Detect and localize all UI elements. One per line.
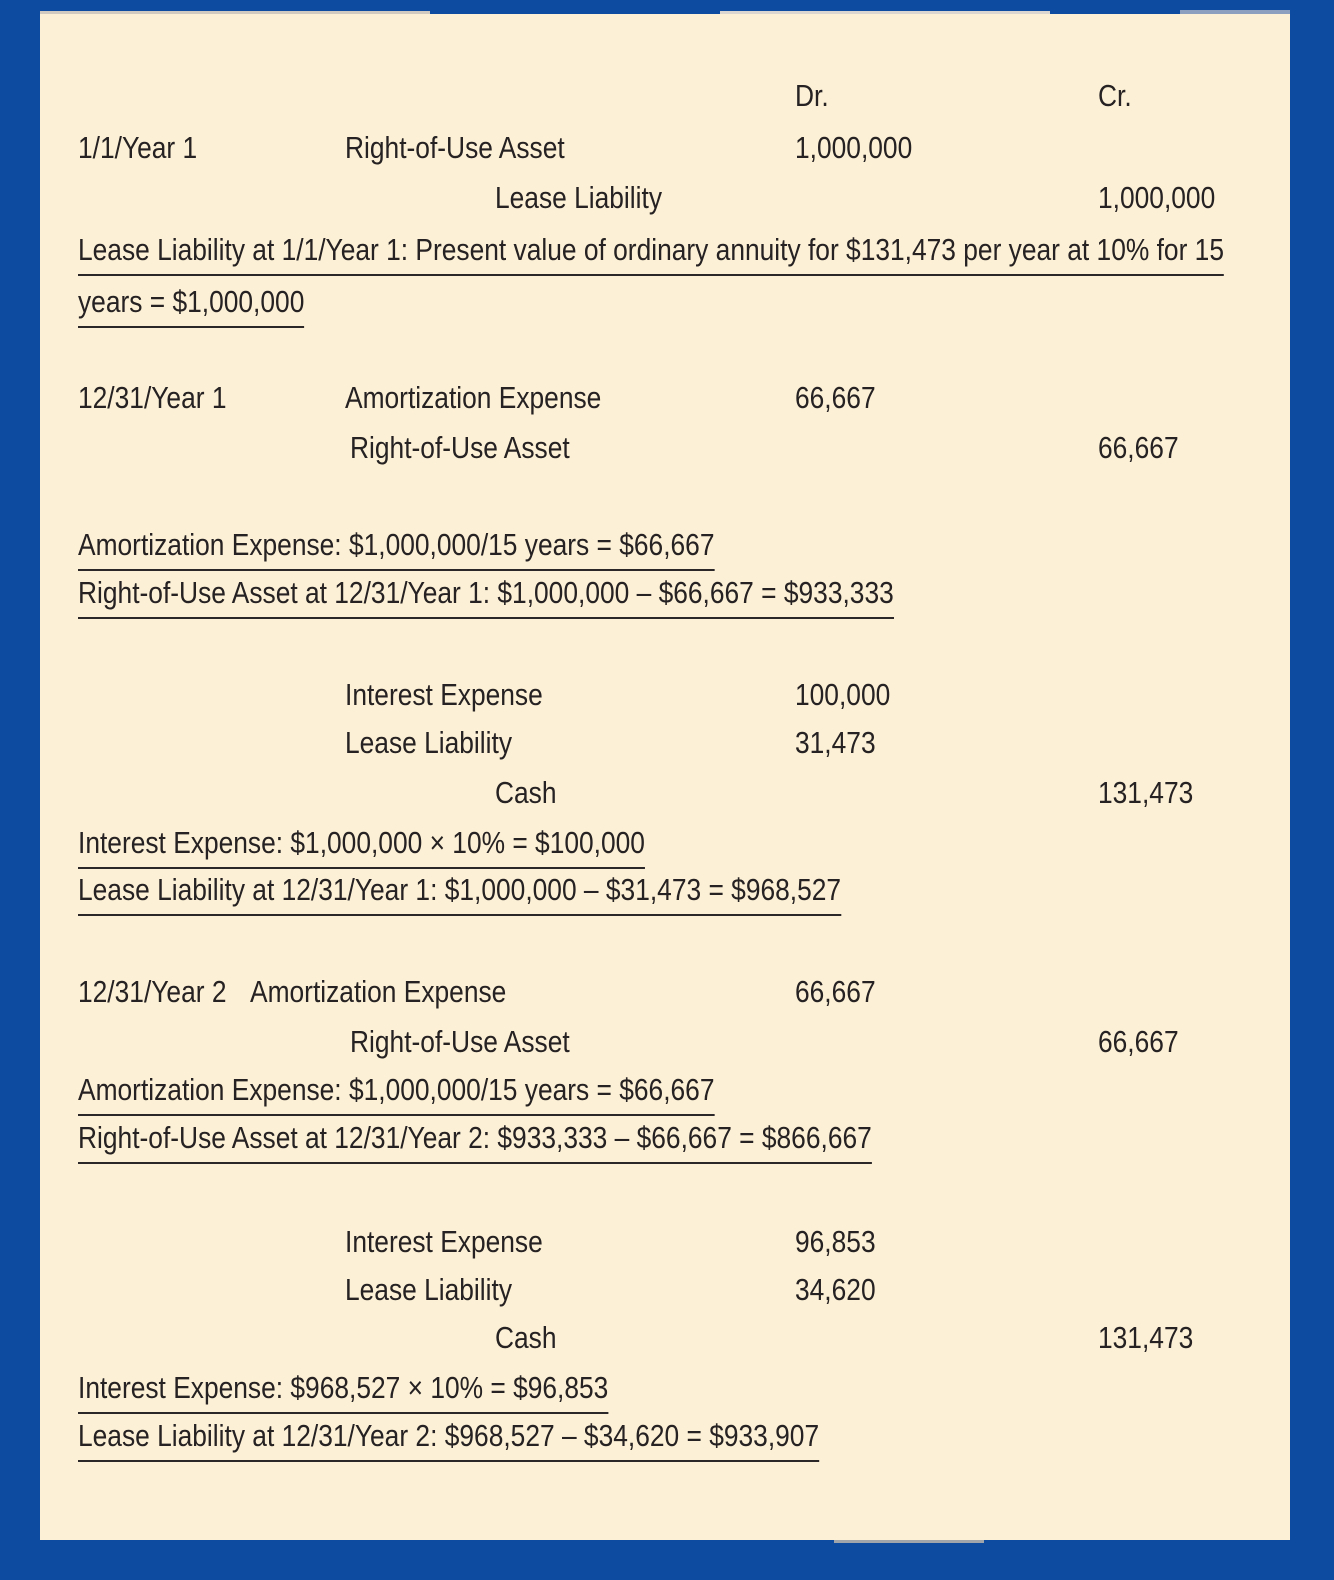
account-name: Lease Liability	[345, 1272, 512, 1307]
scan-artifact	[1180, 10, 1290, 14]
entry-note: Amortization Expense: $1,000,000/15 years = $66,667	[78, 1072, 715, 1116]
journal-line	[40, 180, 1290, 222]
debit-amount: 100,000	[795, 677, 891, 712]
note-row	[40, 284, 1290, 326]
account-name: Interest Expense	[345, 677, 543, 712]
account-name: Cash	[495, 1320, 557, 1355]
account-name: Lease Liability	[495, 180, 662, 215]
entry-note: Right-of-Use Asset at 12/31/Year 1: $1,000,000 – $66,667 = $933,333	[78, 575, 894, 619]
dr-column-header: Dr.	[795, 78, 829, 113]
scan-artifact	[834, 1540, 984, 1543]
entry-note: Amortization Expense: $1,000,000/15 years = $66,667	[78, 527, 715, 571]
note-row	[40, 232, 1290, 274]
entry-note: years = $1,000,000	[78, 284, 304, 328]
note-row	[40, 1418, 1290, 1460]
entry-note: Lease Liability at 1/1/Year 1: Present value of ordinary annuity for $131,473 per year at 10% for 15	[78, 232, 1224, 276]
scan-artifact	[720, 11, 1050, 14]
account-name: Lease Liability	[345, 725, 512, 760]
note-row	[40, 1120, 1290, 1162]
account-name: Right-of-Use Asset	[350, 430, 570, 465]
scan-artifact	[40, 11, 430, 14]
journal-line	[40, 1320, 1290, 1362]
account-name: Amortization Expense	[345, 380, 602, 415]
journal-line	[40, 677, 1290, 719]
debit-amount: 66,667	[795, 974, 876, 1009]
journal-line	[40, 430, 1290, 472]
journal-line	[40, 1224, 1290, 1266]
entry-date: 12/31/Year 1	[78, 380, 227, 415]
credit-amount: 131,473	[1098, 1320, 1194, 1355]
journal-line	[40, 130, 1290, 172]
entry-date: 1/1/Year 1	[78, 130, 198, 165]
entry-note: Interest Expense: $1,000,000 × 10% = $100,000	[78, 825, 645, 869]
account-name: Cash	[495, 775, 557, 810]
entry-note: Lease Liability at 12/31/Year 1: $1,000,000 – $31,473 = $968,527	[78, 872, 841, 916]
journal-line	[40, 775, 1290, 817]
note-row	[40, 527, 1290, 569]
note-row	[40, 1370, 1290, 1412]
account-name: Right-of-Use Asset	[350, 1024, 570, 1059]
debit-amount: 31,473	[795, 725, 876, 760]
credit-amount: 66,667	[1098, 430, 1179, 465]
credit-amount: 1,000,000	[1098, 180, 1216, 215]
entry-note: Interest Expense: $968,527 × 10% = $96,853	[78, 1370, 608, 1414]
journal-line	[40, 974, 1290, 1016]
entry-note: Lease Liability at 12/31/Year 2: $968,527 – $34,620 = $933,907	[78, 1418, 819, 1462]
note-row	[40, 1072, 1290, 1114]
debit-amount: 96,853	[795, 1224, 876, 1259]
cr-column-header: Cr.	[1098, 78, 1132, 113]
account-name: Interest Expense	[345, 1224, 543, 1259]
debit-amount: 34,620	[795, 1272, 876, 1307]
note-row	[40, 575, 1290, 617]
debit-amount: 1,000,000	[795, 130, 913, 165]
entry-note: Right-of-Use Asset at 12/31/Year 2: $933,333 – $66,667 = $866,667	[78, 1120, 872, 1164]
account-name: Right-of-Use Asset	[345, 130, 565, 165]
column-header-row	[40, 78, 1290, 120]
credit-amount: 131,473	[1098, 775, 1194, 810]
credit-amount: 66,667	[1098, 1024, 1179, 1059]
journal-line	[40, 725, 1290, 767]
journal-line	[40, 1272, 1290, 1314]
note-row	[40, 872, 1290, 914]
journal-line	[40, 380, 1290, 422]
debit-amount: 66,667	[795, 380, 876, 415]
journal-line	[40, 1024, 1290, 1066]
exhibit-panel	[40, 14, 1290, 1540]
note-row	[40, 825, 1290, 867]
account-name: Amortization Expense	[250, 974, 507, 1009]
entry-date: 12/31/Year 2	[78, 974, 227, 1009]
